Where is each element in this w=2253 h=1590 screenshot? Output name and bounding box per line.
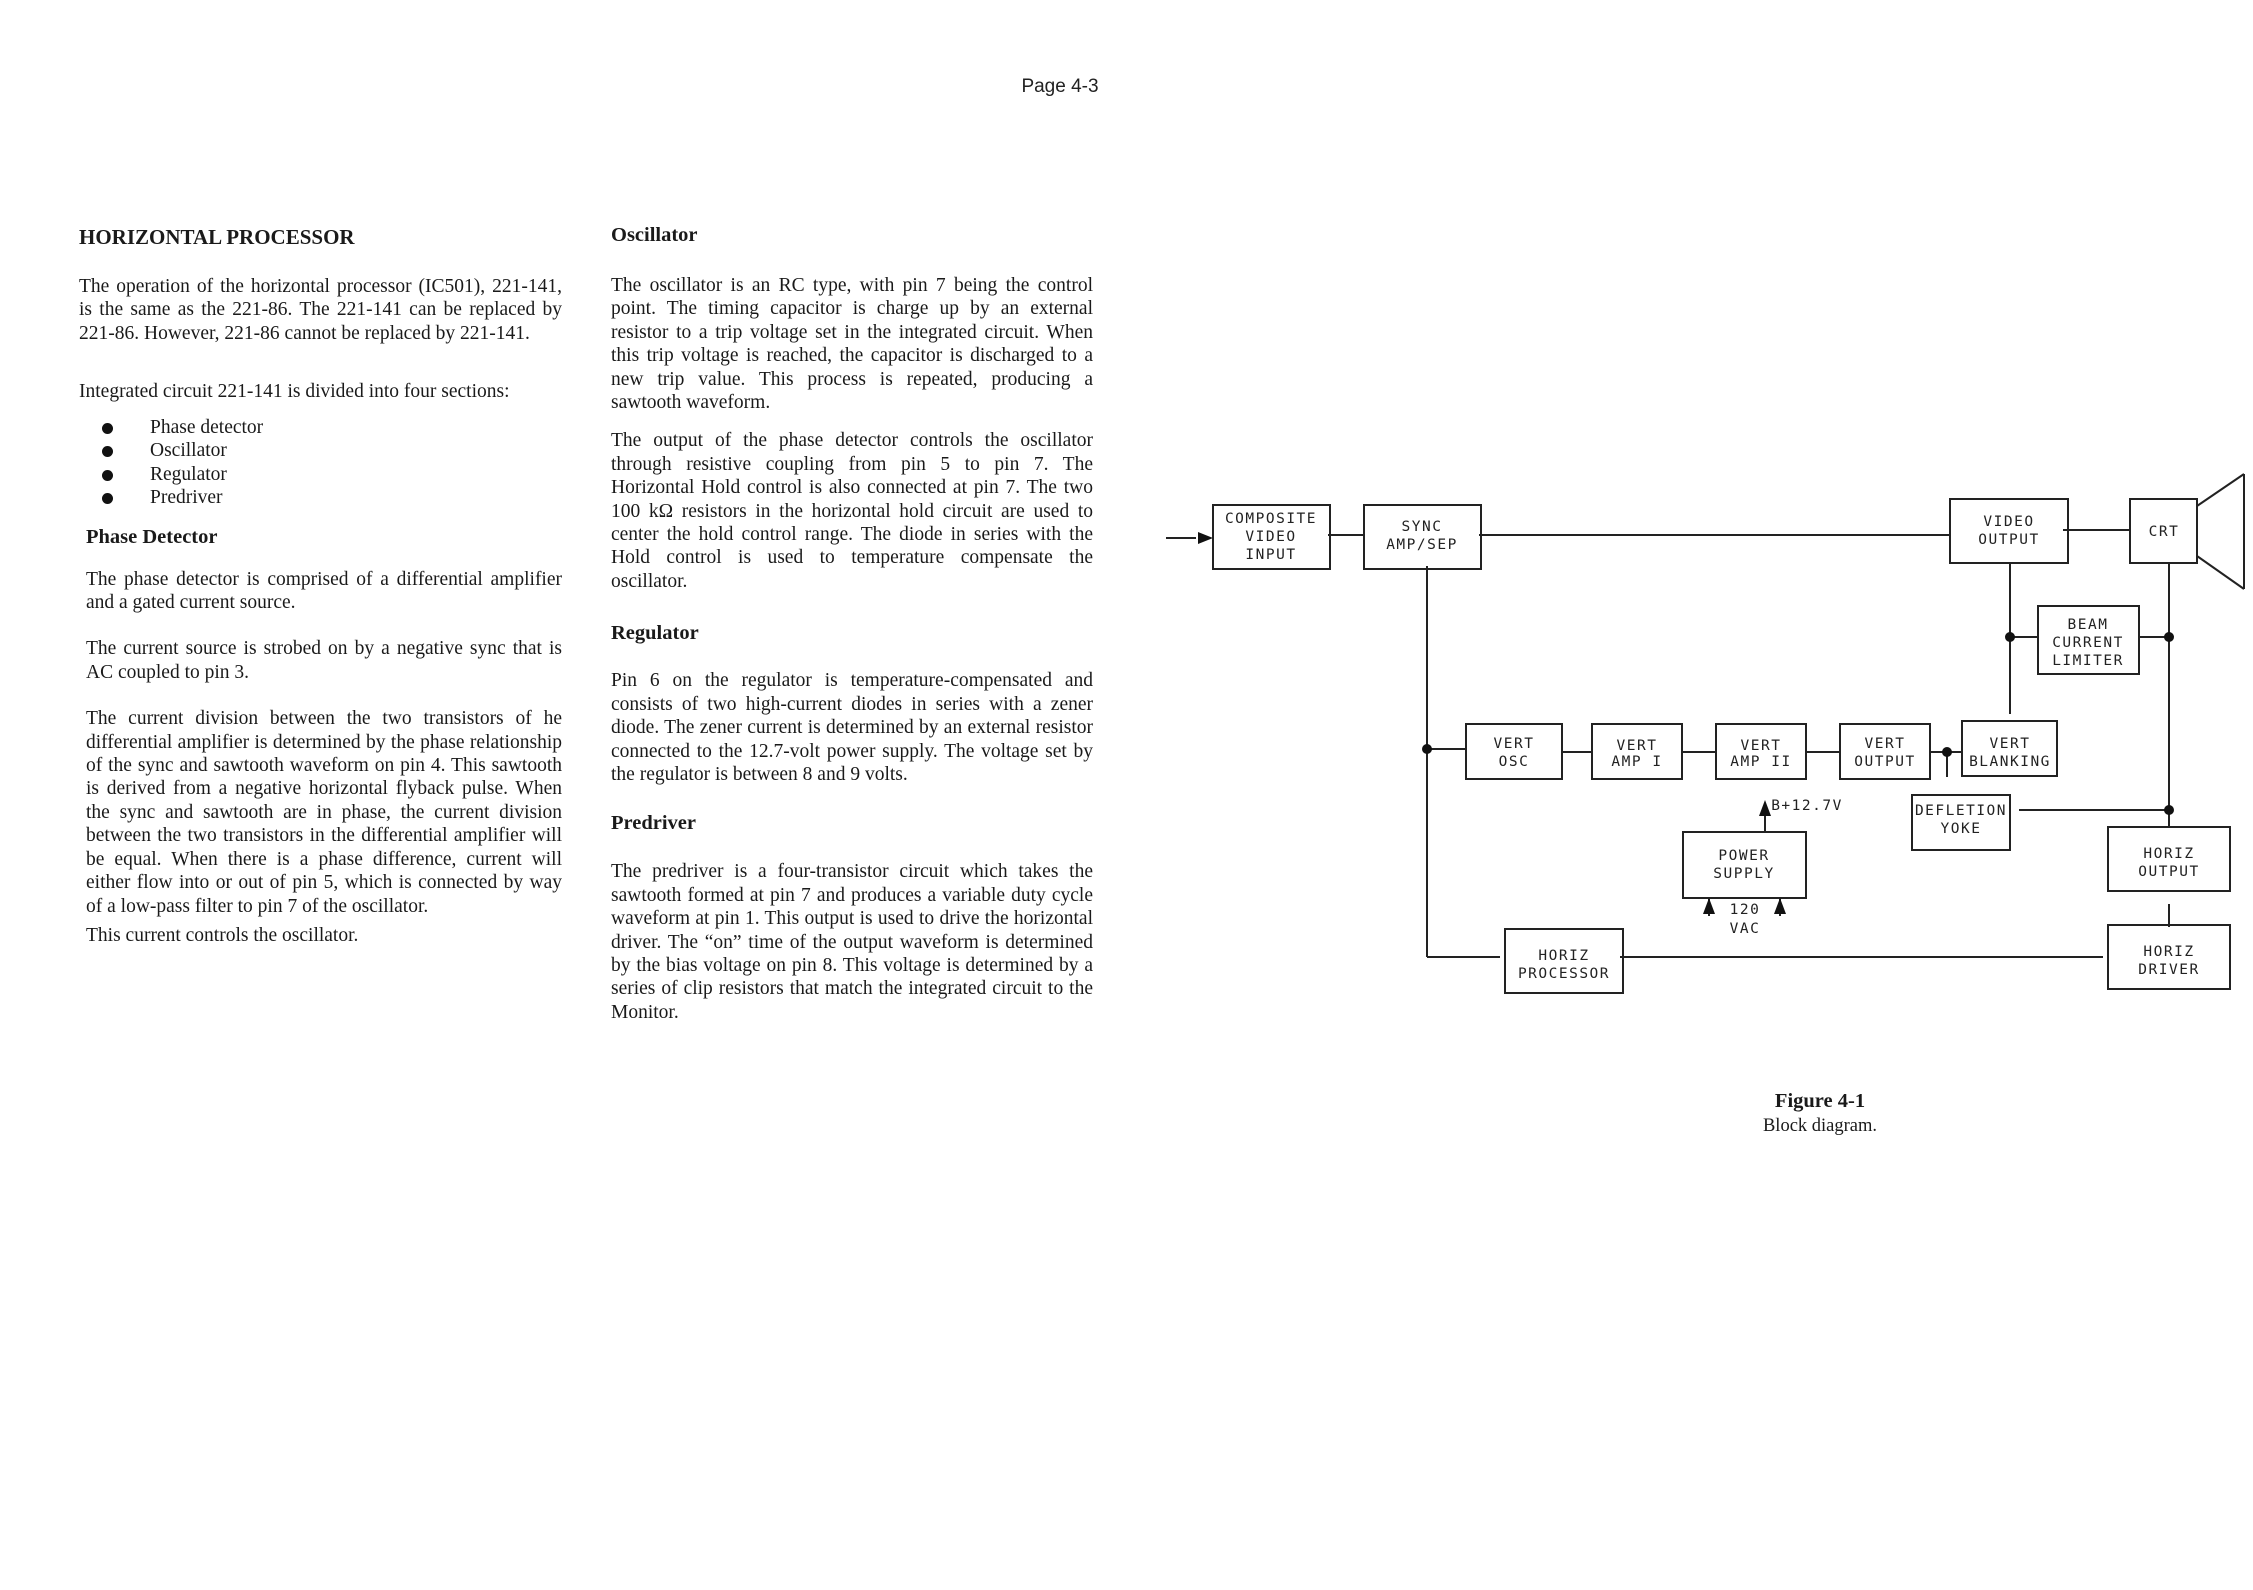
phase-detector-paragraph-2: The current source is strobed on by a negative sync that is AC coupled to pin 3. [86, 638, 562, 683]
list-item: Predriver [79, 486, 562, 510]
beam-current-limiter-label: CURRENT [2052, 635, 2124, 651]
phase-detector-paragraph-1: The phase detector is comprised of a differential amplifier and a gated current source. [86, 568, 562, 614]
predriver-paragraph: The predriver is a four-transistor circuit which takes the sawtooth formed at pin 7 and produces a variable duty cycle waveform at pin 1. This output is used to drive the horizontal driver. The “on” time of the output waveform is determined by the bias voltage on pin 8. This voltage is determined by a series of clip resistors that match the integrated circuit to the Monitor. [611, 861, 1093, 1023]
subheading-oscillator: Oscillator [611, 224, 698, 246]
horiz-processor-label: PROCESSOR [1517, 966, 1611, 982]
vert-amp-2-label: AMP II [1730, 754, 1792, 770]
subheading-regulator: Regulator [611, 622, 699, 645]
list-item: Regulator [79, 463, 562, 487]
video-output-label: OUTPUT [1978, 532, 2040, 548]
b-plus-voltage-label: B+12.7V [1771, 798, 1843, 814]
section-heading-horizontal-processor: HORIZONTAL PROCESSOR [79, 225, 355, 249]
beam-current-limiter-label: BEAM [2067, 617, 2109, 633]
oscillator-paragraph-1: The oscillator is an RC type, with pin 7 being the control point. The timing capacitor is charge up by an external resistor to a trip voltage set in the integrated circuit. When this trip voltage is reached, the capacitor is discharged to a new trip value. This process is repeated, producing a sawtooth waveform. [611, 275, 1093, 414]
oscillator-paragraph-2: The output of the phase detector controls the oscillator through resistive coupling from pin 5 to pin 7. The Horizontal Hold control is also connected at pin 7. The two 100 kΩ resistors in the horizontal hold circuit are used to center the hold control range. The diode in series with the Hold control is used to temperature compensate the oscillator. [611, 430, 1093, 592]
list-item: Oscillator [79, 439, 562, 463]
regulator-paragraph: Pin 6 on the regulator is temperature-compensated and consists of two high-current diodes in series with a zener diode. The zener current is determined by an external resistor connected to the 12.7-volt power supply. The voltage set by the regulator is between 8 and 9 volts. [611, 670, 1093, 785]
horiz-driver-label: HORIZ [2143, 944, 2195, 960]
composite-video-input-label: COMPOSITE [1224, 511, 1318, 527]
phase-detector-paragraph-4: This current controls the oscillator. [86, 924, 359, 946]
phase-detector-paragraph-3: The current division between the two transistors of he differential amplifier is determined by the phase relationship of the sync and sawtooth waveform on pin 4. This sawtooth is derived from a negative horizontal flyback pulse. When the sync and sawtooth are in phase, the current division between the two transistors in the differential amplifier will be equal. When there is a phase difference, current will either flow into or out of pin 5, which is connected by way of a low-pass filter to pin 7 of the oscillator. [86, 708, 562, 917]
intro-paragraph: The operation of the horizontal processor (IC501), 221-141, is the same as the 221-86. The 221-141 can be replaced by 221-86. However, 221-86 cannot be replaced by 221-141. [79, 276, 562, 344]
vert-osc-label: VERT [1493, 736, 1535, 752]
composite-video-input-label: VIDEO [1245, 529, 1297, 545]
list-item: Phase detector [79, 416, 562, 440]
composite-video-input-label: INPUT [1245, 547, 1297, 563]
horiz-processor-label: HORIZ [1538, 948, 1590, 964]
horiz-driver-label: DRIVER [2138, 962, 2200, 978]
power-supply-label: POWER [1718, 848, 1770, 864]
deflection-yoke-label: DEFLETION [1914, 803, 2008, 819]
vert-output-label: VERT [1864, 736, 1906, 752]
sections-intro-paragraph: Integrated circuit 221-141 is divided into four sections: [79, 381, 510, 403]
sync-amp-sep-label: AMP/SEP [1386, 537, 1458, 553]
vert-blanking-label: VERT [1989, 736, 2031, 752]
crt-label: CRT [2148, 524, 2180, 540]
figure-title: Figure 4-1 [1774, 1090, 1866, 1112]
vert-amp-1-label: AMP I [1611, 754, 1663, 770]
ac-input-label: VAC [1729, 921, 1761, 937]
horiz-output-label: OUTPUT [2138, 864, 2200, 880]
beam-current-limiter-label: LIMITER [2052, 653, 2124, 669]
page-number: Page 4-3 [1021, 76, 1099, 97]
vert-blanking-label: BLANKING [1969, 754, 2051, 770]
video-output-label: VIDEO [1983, 514, 2035, 530]
figure-description: Block diagram. [1762, 1116, 1878, 1136]
ac-input-label: 120 [1729, 902, 1761, 918]
subheading-predriver: Predriver [611, 812, 696, 835]
vert-amp-1-label: VERT [1616, 738, 1658, 754]
vert-amp-2-label: VERT [1740, 738, 1782, 754]
power-supply-label: SUPPLY [1713, 866, 1775, 882]
subheading-phase-detector: Phase Detector [86, 525, 218, 548]
vert-osc-label: OSC [1498, 754, 1530, 770]
figure-caption [1700, 1088, 1940, 1138]
deflection-yoke-label: YOKE [1940, 821, 1982, 837]
sync-amp-sep-label: SYNC [1401, 519, 1443, 535]
vert-output-label: OUTPUT [1854, 754, 1916, 770]
horiz-output-label: HORIZ [2143, 846, 2195, 862]
